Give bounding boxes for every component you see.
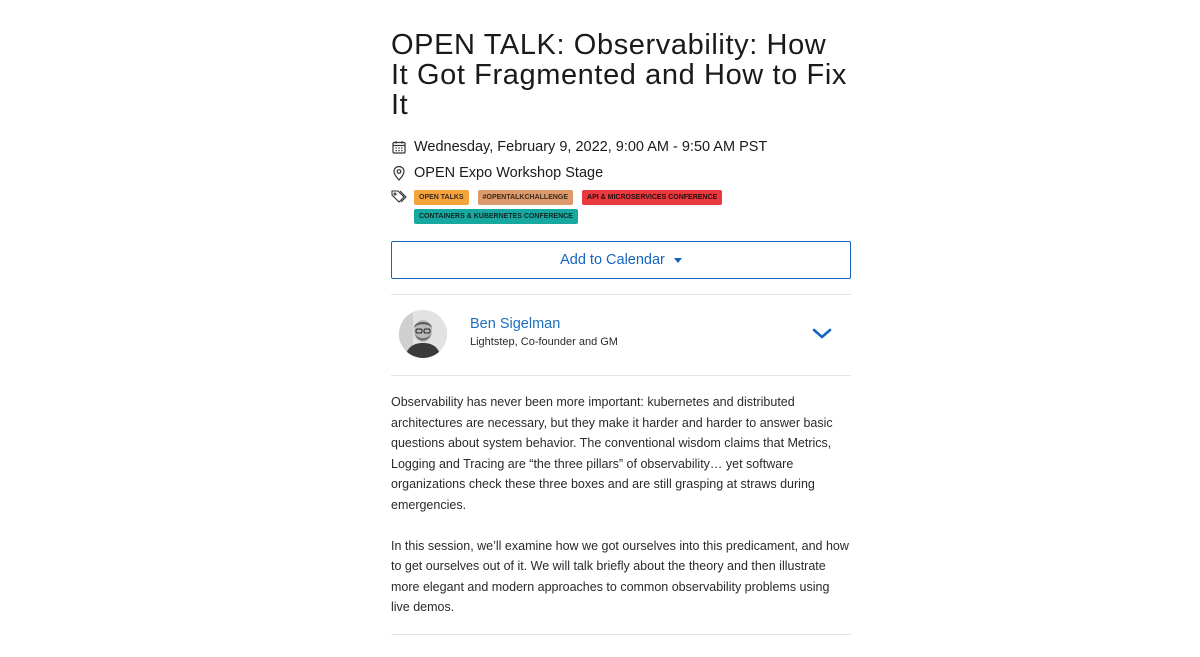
description-paragraph: In this session, we’ll examine how we got ourselves into this predicament, and how to get ourselves out of it. We will talk briefly about the theory and then illustrate more elegant and modern approaches to common observability problems using live demos. [391, 538, 849, 614]
divider [391, 634, 851, 635]
add-to-calendar-button[interactable] [391, 241, 851, 279]
tag-open-talks[interactable]: OPEN TALKS [414, 190, 469, 205]
tag-icon [391, 190, 407, 206]
event-location: OPEN Expo Workshop Stage [414, 165, 604, 181]
speaker-avatar [399, 310, 447, 358]
divider [391, 375, 851, 376]
tag-list [414, 190, 794, 224]
calendar-icon [391, 139, 407, 155]
speaker-card [391, 295, 851, 375]
event-datetime-row [391, 139, 851, 155]
event-description [391, 392, 851, 618]
speaker-name-link[interactable]: Ben Sigelman [470, 316, 561, 332]
event-title: OPEN TALK: Observability: How It Got Fragmented and How to Fix It [391, 29, 847, 121]
description-paragraph: Observability has never been more important: kubernetes and distributed architectures are necessary, but they make it harder and harder to answer basic questions about system behavior. The conventional wisdom claims that Metrics, Logging and Tracing are “the three pillars” of observability… yet software organizations check these three boxes and are still grasping at straws during emergencies. [391, 395, 833, 512]
event-datetime: Wednesday, February 9, 2022, 9:00 AM - 9:50 AM PST [414, 139, 768, 155]
event-details [391, 30, 851, 635]
tag-containers-kubernetes[interactable]: CONTAINERS & KUBERNETES CONFERENCE [414, 209, 578, 224]
speaker-role: Lightstep, Co-founder and GM [470, 336, 618, 348]
add-to-calendar-label: Add to Calendar [560, 252, 665, 268]
chevron-down-icon[interactable] [811, 325, 833, 341]
tag-api-microservices[interactable]: API & MICROSERVICES CONFERENCE [582, 190, 722, 205]
location-pin-icon [391, 165, 407, 181]
tag-opentalkchallenge[interactable]: #OPENTALKCHALLENGE [478, 190, 573, 205]
caret-down-icon [674, 258, 682, 263]
event-location-row [391, 165, 851, 181]
event-tags [391, 190, 851, 224]
